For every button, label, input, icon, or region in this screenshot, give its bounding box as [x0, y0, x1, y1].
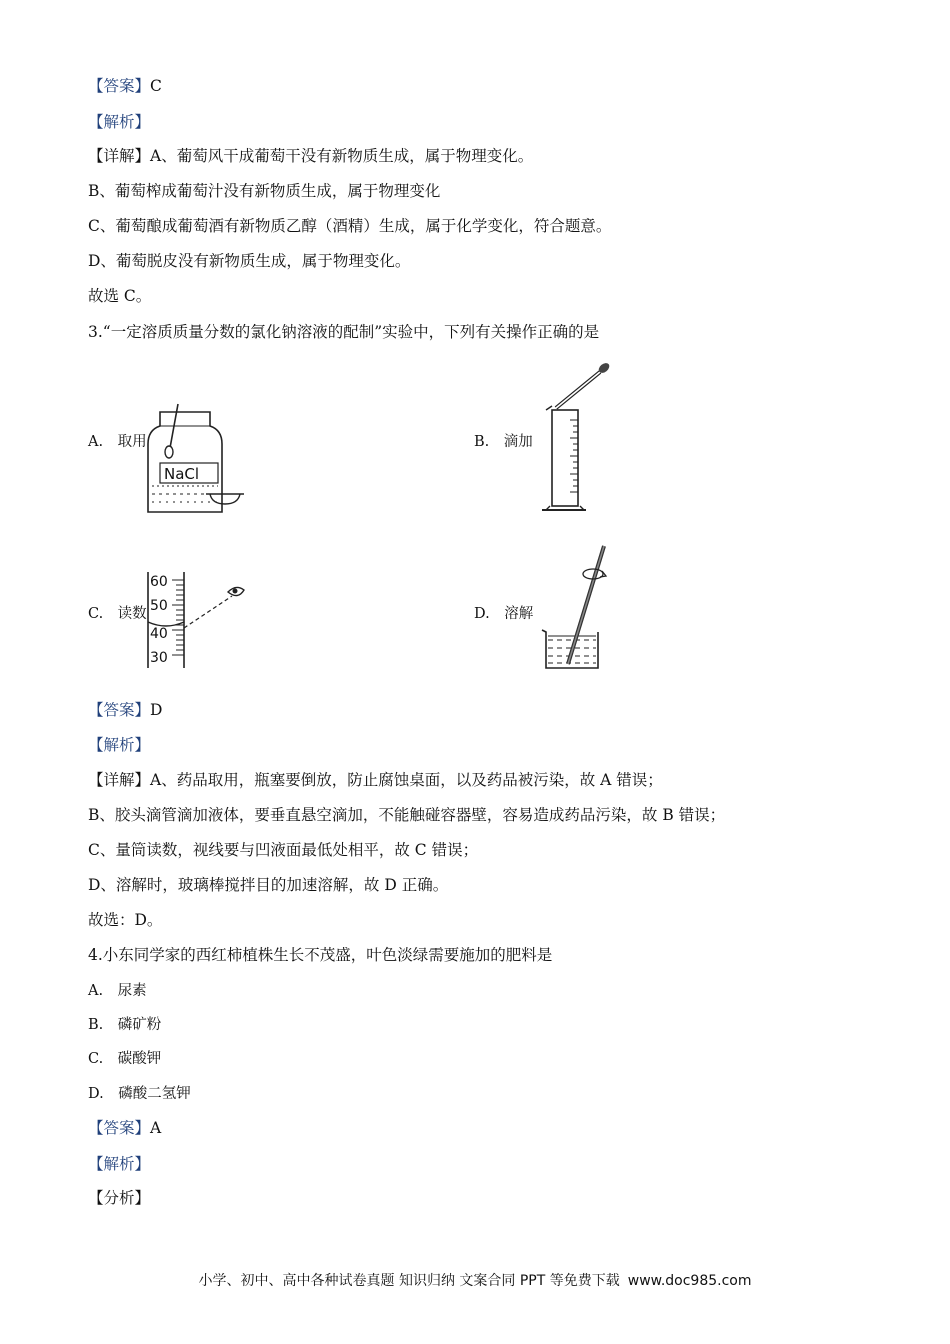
answer-line: [88, 700, 162, 720]
option-b-label: B. 滴加: [474, 434, 533, 450]
option-c-label: C. 读数: [88, 606, 147, 622]
reading-cylinder-figure: [140, 570, 250, 670]
answer-value: C: [150, 77, 162, 95]
answer-line: [88, 1118, 161, 1138]
explanation-line-b: B、葡萄榨成葡萄汁没有新物质生成，属于物理变化: [88, 182, 441, 200]
final-choice: 故选：D。: [88, 911, 163, 929]
option-b: B. 磷矿粉: [88, 1017, 162, 1033]
explanation-line-c: C、葡萄酿成葡萄酒有新物质乙醇（酒精）生成，属于化学变化，符合题意。: [88, 217, 612, 235]
scale-40: 40: [150, 626, 168, 642]
graduated-cylinder-dropper-figure: [540, 360, 620, 516]
answer-value: D: [150, 701, 163, 719]
footer-link[interactable]: www.doc985.com: [627, 1273, 752, 1289]
scale-60: 60: [150, 574, 168, 590]
explanation-line-c: C、量筒读数，视线要与凹液面最低处相平，故 C 错误；: [88, 841, 479, 859]
option-d-label: D. 溶解: [474, 606, 534, 622]
answer-tag: 【答案】: [88, 77, 151, 95]
option-a-label: A. 取用: [88, 434, 147, 450]
answer-tag: 【答案】: [88, 1119, 151, 1137]
analysis-subtag: 【分析】: [88, 1189, 151, 1207]
explanation-line-b: B、胶头滴管滴加液体，要垂直悬空滴加，不能触碰容器壁，容易造成药品污染，故 B 错误；: [88, 806, 726, 824]
analysis-tag: 【解析】: [88, 113, 151, 131]
answer-value: A: [150, 1119, 162, 1137]
question-stem: 4.小东同学家的西红柿植株生长不茂盛，叶色淡绿需要施加的肥料是: [88, 946, 553, 964]
analysis-tag: 【解析】: [88, 736, 151, 754]
option-a: A. 尿素: [88, 983, 147, 999]
nacl-label: NaCl: [164, 465, 200, 483]
page-footer: [0, 1270, 950, 1290]
option-c: C. 碳酸钾: [88, 1051, 162, 1067]
analysis-tag: 【解析】: [88, 1155, 151, 1173]
detail-line: 【详解】A、葡萄风干成葡萄干没有新物质生成，属于物理变化。: [88, 147, 534, 165]
option-d: D. 磷酸二氢钾: [88, 1086, 191, 1102]
question-stem: 3.“一定溶质质量分数的氯化钠溶液的配制”实验中，下列有关操作正确的是: [88, 323, 600, 341]
explanation-line-d: D、溶解时，玻璃棒搅拌目的加速溶解，故 D 正确。: [88, 876, 449, 894]
beaker-stirring-figure: [536, 540, 616, 674]
answer-line: [88, 76, 162, 96]
scale-50: 50: [150, 598, 168, 614]
final-choice: 故选 C。: [88, 287, 152, 305]
detail-line: 【详解】A、药品取用，瓶塞要倒放，防止腐蚀桌面，以及药品被污染，故 A 错误；: [88, 771, 663, 789]
footer-text: 小学、初中、高中各种试卷真题 知识归纳 文案合同 PPT 等免费下载: [198, 1273, 620, 1289]
answer-tag: 【答案】: [88, 701, 151, 719]
reagent-bottle-figure: [140, 400, 250, 516]
explanation-line-d: D、葡萄脱皮没有新物质生成，属于物理变化。: [88, 252, 411, 270]
scale-30: 30: [150, 650, 168, 666]
